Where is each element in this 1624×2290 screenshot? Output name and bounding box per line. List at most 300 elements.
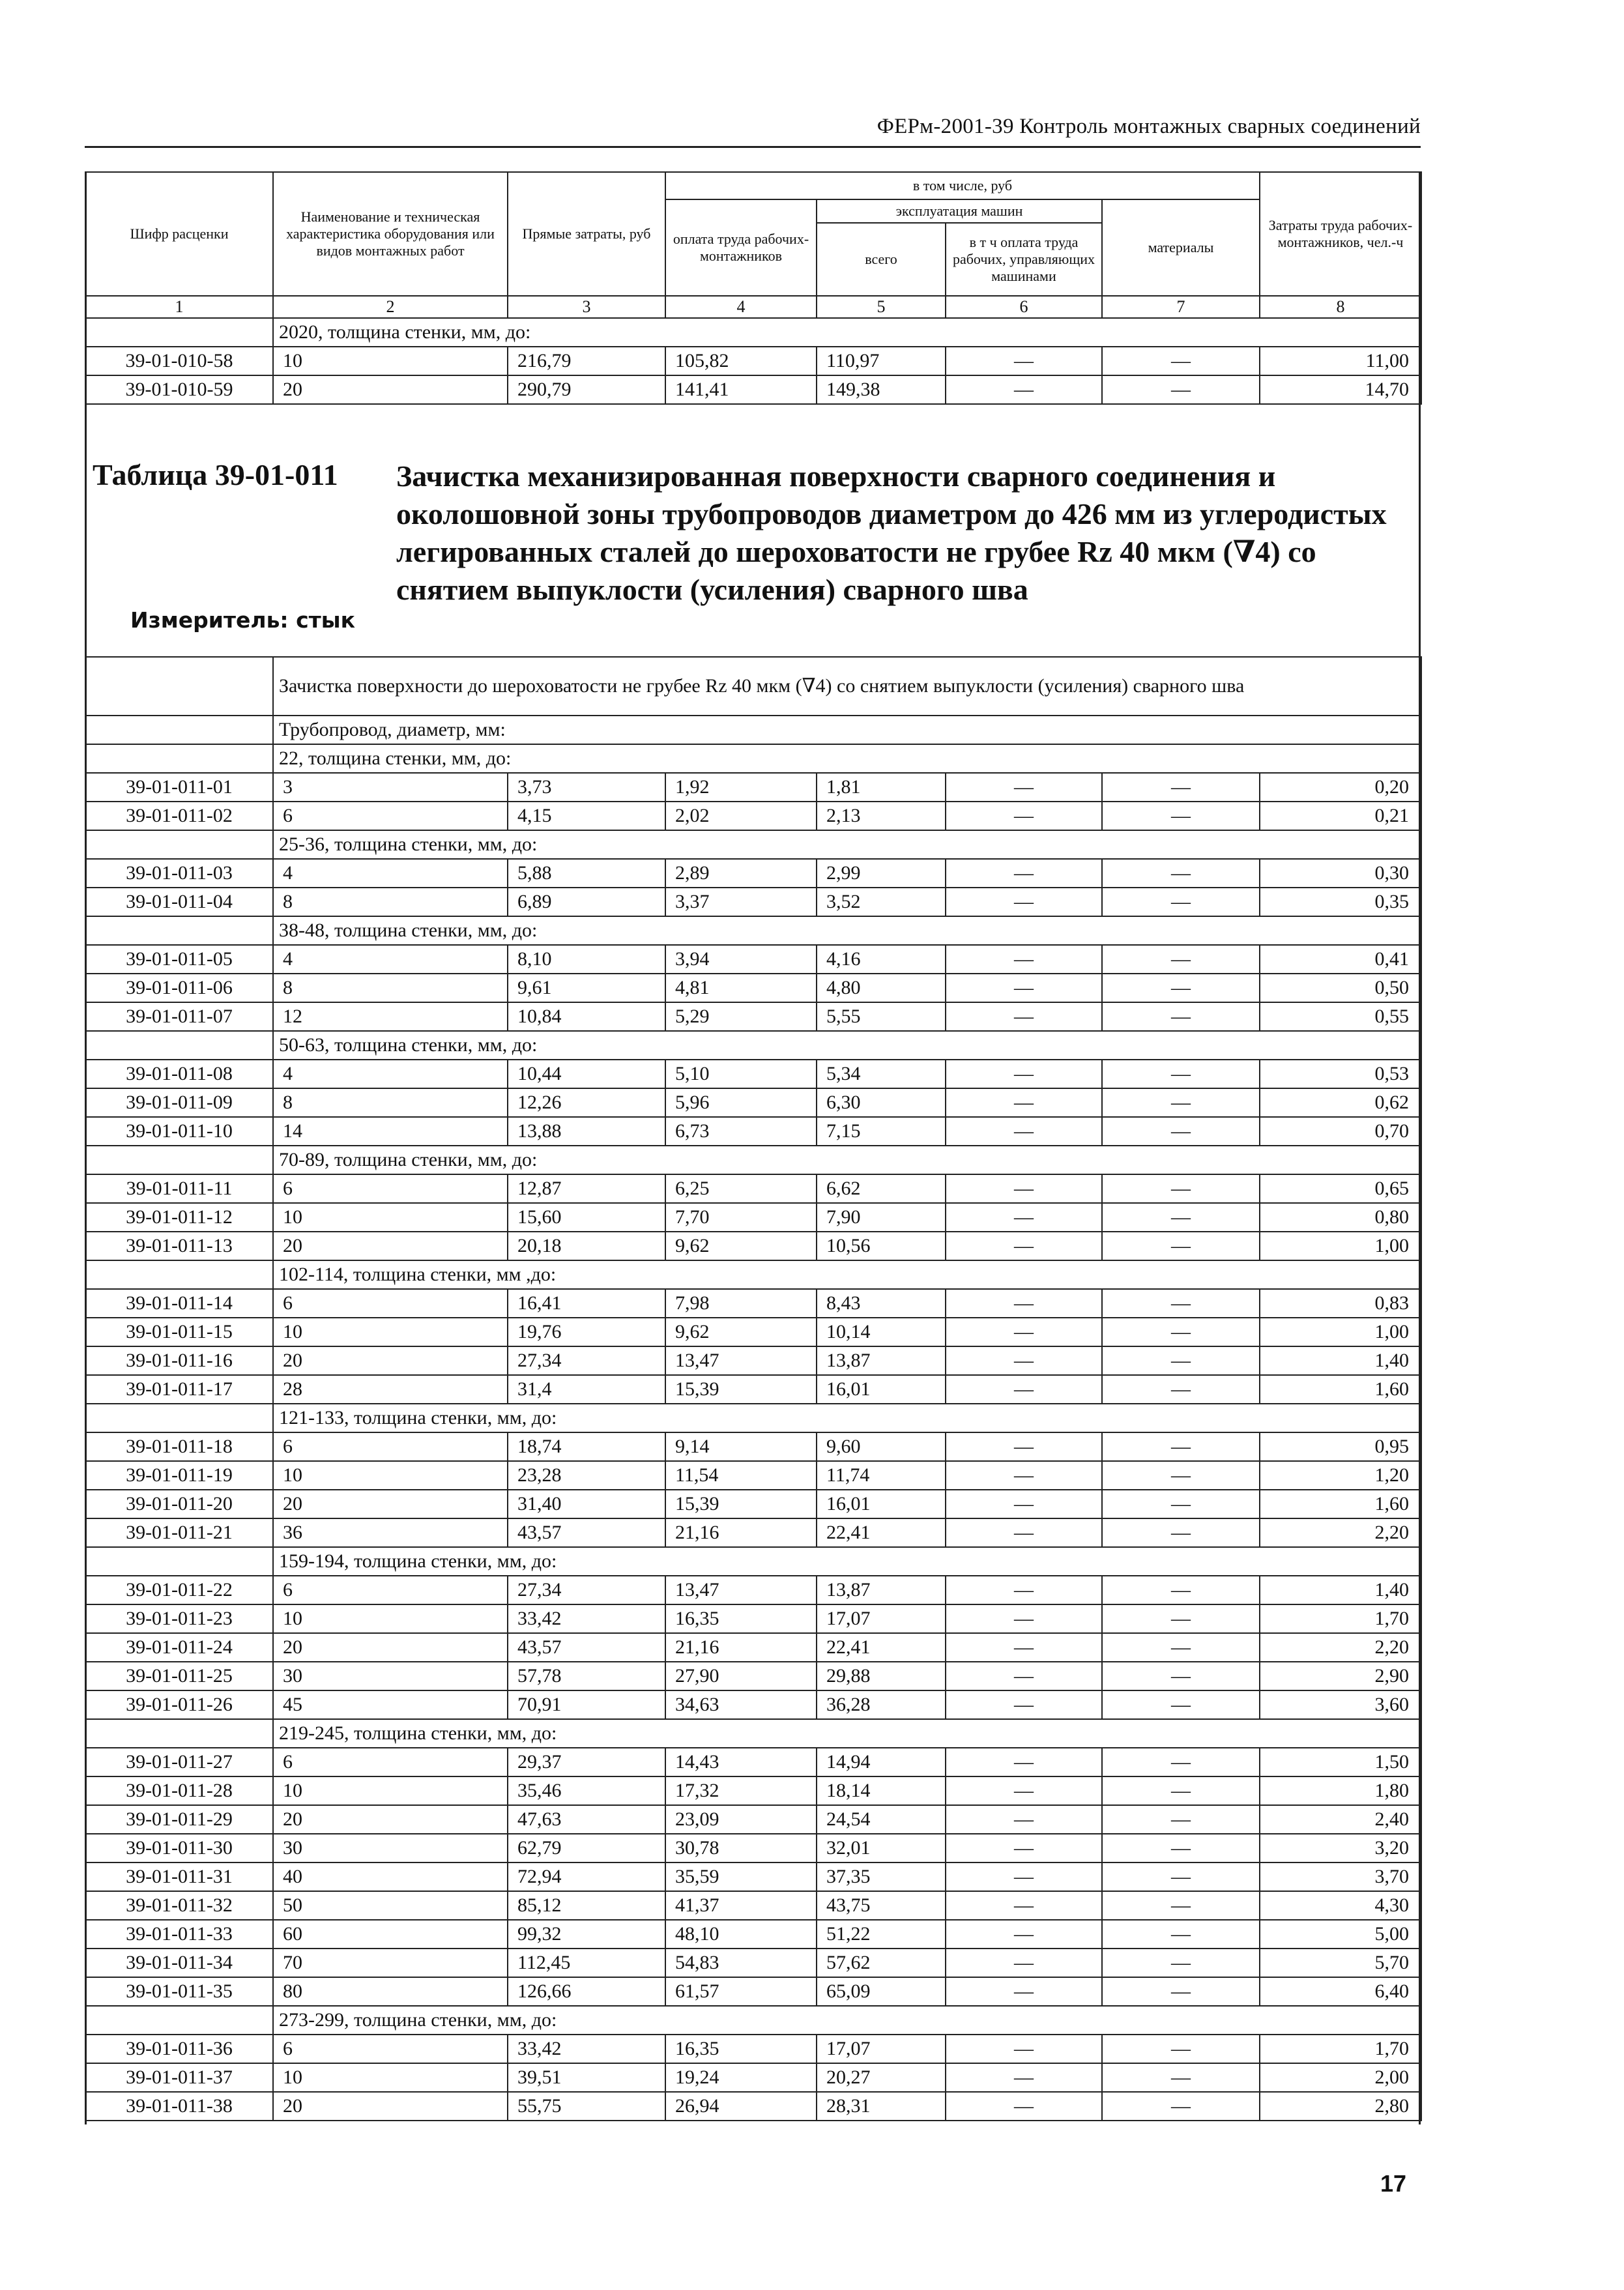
machines-total: 32,01 [817, 1834, 946, 1862]
machines-total: 5,55 [817, 1002, 946, 1031]
rate-code: 39-01-011-20 [85, 1490, 273, 1518]
machine-operators-wages: — [946, 2092, 1102, 2121]
materials: — [1102, 1461, 1260, 1490]
wall-thickness: 4 [273, 1060, 508, 1088]
machines-total: 149,38 [817, 375, 946, 404]
rate-code: 39-01-011-22 [85, 1576, 273, 1604]
materials: — [1102, 1490, 1260, 1518]
wages: 5,10 [665, 1060, 817, 1088]
machines-total: 18,14 [817, 1776, 946, 1805]
table-row [85, 1318, 1421, 1346]
machines-total: 29,88 [817, 1662, 946, 1690]
wages: 105,82 [665, 347, 817, 375]
wages: 54,83 [665, 1949, 817, 1977]
labor-costs: 1,60 [1260, 1490, 1421, 1518]
table-row [85, 1891, 1421, 1920]
group-row [85, 1031, 1421, 1060]
labor-costs: 1,00 [1260, 1232, 1421, 1260]
direct-costs: 99,32 [508, 1920, 665, 1949]
machines-total: 17,07 [817, 1604, 946, 1633]
wages: 7,70 [665, 1203, 817, 1232]
rate-code: 39-01-011-31 [85, 1862, 273, 1891]
machine-operators-wages: — [946, 1002, 1102, 1031]
machine-operators-wages: — [946, 1690, 1102, 1719]
measure-unit: Измеритель: стык [130, 607, 356, 633]
wall-thickness: 20 [273, 2092, 508, 2121]
wages: 5,96 [665, 1088, 817, 1117]
direct-costs: 47,63 [508, 1805, 665, 1834]
labor-costs: 1,80 [1260, 1776, 1421, 1805]
rate-code: 39-01-011-26 [85, 1690, 273, 1719]
wages: 11,54 [665, 1461, 817, 1490]
machine-operators-wages: — [946, 1432, 1102, 1461]
wall-thickness: 20 [273, 1490, 508, 1518]
machine-operators-wages: — [946, 1834, 1102, 1862]
table-row [85, 1117, 1421, 1146]
direct-costs: 62,79 [508, 1834, 665, 1862]
labor-costs: 0,83 [1260, 1289, 1421, 1318]
labor-costs: 1,70 [1260, 2035, 1421, 2063]
direct-costs: 5,88 [508, 859, 665, 888]
machines-total: 37,35 [817, 1862, 946, 1891]
wall-thickness: 6 [273, 1748, 508, 1776]
wall-thickness: 10 [273, 347, 508, 375]
wages: 27,90 [665, 1662, 817, 1690]
materials: — [1102, 1690, 1260, 1719]
machine-operators-wages: — [946, 1920, 1102, 1949]
wages: 61,57 [665, 1977, 817, 2006]
table-row [85, 1518, 1421, 1547]
rate-code: 39-01-011-05 [85, 945, 273, 974]
wall-thickness: 36 [273, 1518, 508, 1547]
group-row [85, 744, 1421, 773]
materials: — [1102, 859, 1260, 888]
wall-thickness: 8 [273, 888, 508, 916]
machines-total: 22,41 [817, 1518, 946, 1547]
rate-code: 39-01-011-33 [85, 1920, 273, 1949]
wall-thickness: 6 [273, 2035, 508, 2063]
labor-costs: 0,95 [1260, 1432, 1421, 1461]
machine-operators-wages: — [946, 1977, 1102, 2006]
table-row [85, 802, 1421, 830]
direct-costs: 9,61 [508, 974, 665, 1002]
materials: — [1102, 1805, 1260, 1834]
wall-thickness: 10 [273, 1203, 508, 1232]
table-row [85, 1633, 1421, 1662]
group-label: 273-299, толщина стенки, мм, до: [273, 2006, 1421, 2035]
wall-thickness: 30 [273, 1834, 508, 1862]
machines-total: 51,22 [817, 1920, 946, 1949]
machine-operators-wages: — [946, 1232, 1102, 1260]
machines-total: 5,34 [817, 1060, 946, 1088]
rate-code: 39-01-011-07 [85, 1002, 273, 1031]
labor-costs: 2,20 [1260, 1633, 1421, 1662]
rate-code: 39-01-010-58 [85, 347, 273, 375]
wages: 3,94 [665, 945, 817, 974]
wages: 30,78 [665, 1834, 817, 1862]
direct-costs: 8,10 [508, 945, 665, 974]
machine-operators-wages: — [946, 859, 1102, 888]
column-number: 4 [665, 296, 817, 318]
direct-costs: 13,88 [508, 1117, 665, 1146]
table-row [85, 1375, 1421, 1404]
rate-code: 39-01-011-21 [85, 1518, 273, 1547]
table-row [85, 2035, 1421, 2063]
direct-costs: 85,12 [508, 1891, 665, 1920]
machine-operators-wages: — [946, 1805, 1102, 1834]
wages: 48,10 [665, 1920, 817, 1949]
header-materials: материалы [1102, 199, 1260, 296]
wall-thickness: 45 [273, 1690, 508, 1719]
rate-code: 39-01-011-36 [85, 2035, 273, 2063]
wall-thickness: 50 [273, 1891, 508, 1920]
table-number: Таблица 39-01-011 [93, 458, 338, 491]
machines-total: 10,56 [817, 1232, 946, 1260]
wages: 16,35 [665, 1604, 817, 1633]
rate-code: 39-01-011-09 [85, 1088, 273, 1117]
table-row [85, 1805, 1421, 1834]
machine-operators-wages: — [946, 1461, 1102, 1490]
machines-total: 10,14 [817, 1318, 946, 1346]
materials: — [1102, 1318, 1260, 1346]
group-row [85, 1146, 1421, 1174]
rate-code: 39-01-011-04 [85, 888, 273, 916]
wall-thickness: 10 [273, 1776, 508, 1805]
machines-total: 110,97 [817, 347, 946, 375]
column-number: 7 [1102, 296, 1260, 318]
materials: — [1102, 1203, 1260, 1232]
materials: — [1102, 773, 1260, 802]
materials: — [1102, 2035, 1260, 2063]
materials: — [1102, 1834, 1260, 1862]
labor-costs: 4,30 [1260, 1891, 1421, 1920]
group-empty-cell [85, 1547, 273, 1576]
direct-costs: 27,34 [508, 1346, 665, 1375]
group-row [85, 1547, 1421, 1576]
rate-code: 39-01-011-03 [85, 859, 273, 888]
labor-costs: 3,60 [1260, 1690, 1421, 1719]
table-row [85, 1203, 1421, 1232]
materials: — [1102, 1776, 1260, 1805]
machine-operators-wages: — [946, 1346, 1102, 1375]
materials: — [1102, 1375, 1260, 1404]
machine-operators-wages: — [946, 1518, 1102, 1547]
group-label: 50-63, толщина стенки, мм, до: [273, 1031, 1421, 1060]
machines-total: 2,13 [817, 802, 946, 830]
wages: 13,47 [665, 1346, 817, 1375]
group-row [85, 2006, 1421, 2035]
materials: — [1102, 1576, 1260, 1604]
wages: 6,73 [665, 1117, 817, 1146]
table-row [85, 1949, 1421, 1977]
machines-total: 57,62 [817, 1949, 946, 1977]
labor-costs: 0,30 [1260, 859, 1421, 888]
group-empty-cell [85, 1719, 273, 1748]
materials: — [1102, 888, 1260, 916]
table-title: Зачистка механизированная поверхности сварного соединения и околошовной зоны трубопроводов диаметром до 426 мм из углеродистых легированных сталей до шероховатости не грубее Rz 40 мкм (∇4) со снятием выпуклости (усиления) сварного шва [396, 459, 1387, 606]
machine-operators-wages: — [946, 1949, 1102, 1977]
rate-code: 39-01-011-29 [85, 1805, 273, 1834]
wall-thickness: 60 [273, 1920, 508, 1949]
labor-costs: 2,90 [1260, 1662, 1421, 1690]
table-row [85, 1977, 1421, 2006]
machines-total: 13,87 [817, 1346, 946, 1375]
machines-total: 16,01 [817, 1490, 946, 1518]
labor-costs: 0,65 [1260, 1174, 1421, 1203]
rate-code: 39-01-011-37 [85, 2063, 273, 2092]
machines-total: 8,43 [817, 1289, 946, 1318]
machines-total: 43,75 [817, 1891, 946, 1920]
labor-costs: 1,70 [1260, 1604, 1421, 1633]
direct-costs: 216,79 [508, 347, 665, 375]
rate-code: 39-01-011-32 [85, 1891, 273, 1920]
machine-operators-wages: — [946, 1375, 1102, 1404]
machine-operators-wages: — [946, 1862, 1102, 1891]
wall-thickness: 8 [273, 1088, 508, 1117]
rate-code: 39-01-011-02 [85, 802, 273, 830]
table-row [85, 1862, 1421, 1891]
group-row [85, 1719, 1421, 1748]
wages: 21,16 [665, 1518, 817, 1547]
machines-total: 14,94 [817, 1748, 946, 1776]
wall-thickness: 6 [273, 1576, 508, 1604]
labor-costs: 3,70 [1260, 1862, 1421, 1891]
machines-total: 24,54 [817, 1805, 946, 1834]
direct-costs: 16,41 [508, 1289, 665, 1318]
wages: 14,43 [665, 1748, 817, 1776]
machines-total: 4,16 [817, 945, 946, 974]
group-label: 102-114, толщина стенки, мм ,до: [273, 1260, 1421, 1289]
materials: — [1102, 802, 1260, 830]
machines-total: 11,74 [817, 1461, 946, 1490]
labor-costs: 14,70 [1260, 375, 1421, 404]
group-empty-cell [85, 830, 273, 859]
wages: 5,29 [665, 1002, 817, 1031]
labor-costs: 1,40 [1260, 1576, 1421, 1604]
labor-costs: 2,00 [1260, 2063, 1421, 2092]
page-number: 17 [1380, 2170, 1407, 2197]
labor-costs: 2,40 [1260, 1805, 1421, 1834]
wages: 19,24 [665, 2063, 817, 2092]
machine-operators-wages: — [946, 2063, 1102, 2092]
machine-operators-wages: — [946, 1203, 1102, 1232]
direct-costs: 33,42 [508, 2035, 665, 2063]
machine-operators-wages: — [946, 1060, 1102, 1088]
rate-code: 39-01-011-01 [85, 773, 273, 802]
table-row [85, 974, 1421, 1002]
table-row [85, 1604, 1421, 1633]
rate-code: 39-01-011-15 [85, 1318, 273, 1346]
rate-code: 39-01-011-12 [85, 1203, 273, 1232]
machine-operators-wages: — [946, 375, 1102, 404]
wall-thickness: 40 [273, 1862, 508, 1891]
direct-costs: 35,46 [508, 1776, 665, 1805]
machine-operators-wages: — [946, 1776, 1102, 1805]
table-row [85, 945, 1421, 974]
direct-costs: 31,4 [508, 1375, 665, 1404]
direct-costs: 70,91 [508, 1690, 665, 1719]
materials: — [1102, 375, 1260, 404]
rate-code: 39-01-011-27 [85, 1748, 273, 1776]
labor-costs: 3,20 [1260, 1834, 1421, 1862]
wall-thickness: 14 [273, 1117, 508, 1146]
machine-operators-wages: — [946, 1576, 1102, 1604]
rate-code: 39-01-011-13 [85, 1232, 273, 1260]
column-number: 5 [817, 296, 946, 318]
machines-total: 2,99 [817, 859, 946, 888]
table-row [85, 1690, 1421, 1719]
rate-code: 39-01-011-14 [85, 1289, 273, 1318]
materials: — [1102, 1346, 1260, 1375]
labor-costs: 0,20 [1260, 773, 1421, 802]
wages: 4,81 [665, 974, 817, 1002]
machine-operators-wages: — [946, 802, 1102, 830]
group-label: 70-89, толщина стенки, мм, до: [273, 1146, 1421, 1174]
wall-thickness: 4 [273, 945, 508, 974]
wall-thickness: 8 [273, 974, 508, 1002]
wages: 15,39 [665, 1375, 817, 1404]
wall-thickness: 70 [273, 1949, 508, 1977]
header-direct-costs: Прямые затраты, руб [508, 172, 665, 296]
labor-costs: 1,50 [1260, 1748, 1421, 1776]
machine-operators-wages: — [946, 1289, 1102, 1318]
direct-costs: 112,45 [508, 1949, 665, 1977]
running-head: ФЕРм-2001-39 Контроль монтажных сварных соединений [877, 115, 1421, 138]
machine-operators-wages: — [946, 347, 1102, 375]
group-empty-cell [85, 1404, 273, 1432]
column-number: 6 [946, 296, 1102, 318]
wages: 1,92 [665, 773, 817, 802]
labor-costs: 0,55 [1260, 1002, 1421, 1031]
machine-operators-wages: — [946, 1174, 1102, 1203]
table-row [85, 1432, 1421, 1461]
materials: — [1102, 1862, 1260, 1891]
wall-thickness: 4 [273, 859, 508, 888]
machines-total: 3,52 [817, 888, 946, 916]
direct-costs: 3,73 [508, 773, 665, 802]
materials: — [1102, 1060, 1260, 1088]
direct-costs: 31,40 [508, 1490, 665, 1518]
table-row [85, 1576, 1421, 1604]
rate-code: 39-01-011-08 [85, 1060, 273, 1088]
table-row [85, 1490, 1421, 1518]
machine-operators-wages: — [946, 1117, 1102, 1146]
direct-costs: 23,28 [508, 1461, 665, 1490]
rate-code: 39-01-011-25 [85, 1662, 273, 1690]
wall-thickness: 10 [273, 1318, 508, 1346]
wall-thickness: 10 [273, 1461, 508, 1490]
labor-costs: 6,40 [1260, 1977, 1421, 2006]
column-number: 1 [85, 296, 273, 318]
group-row [85, 1404, 1421, 1432]
materials: — [1102, 1949, 1260, 1977]
table-row [85, 1002, 1421, 1031]
wall-thickness: 28 [273, 1375, 508, 1404]
wages: 23,09 [665, 1805, 817, 1834]
labor-costs: 0,62 [1260, 1088, 1421, 1117]
materials: — [1102, 347, 1260, 375]
labor-costs: 0,53 [1260, 1060, 1421, 1088]
header-rule [85, 146, 1421, 148]
wages: 26,94 [665, 2092, 817, 2121]
labor-costs: 0,35 [1260, 888, 1421, 916]
group-label: 38-48, толщина стенки, мм, до: [273, 916, 1421, 945]
machines-total: 36,28 [817, 1690, 946, 1719]
machine-operators-wages: — [946, 773, 1102, 802]
machine-operators-wages: — [946, 1633, 1102, 1662]
materials: — [1102, 1088, 1260, 1117]
header-machine-operators: в т ч оплата труда рабочих, управляющих машинами [946, 223, 1102, 296]
direct-costs: 12,87 [508, 1174, 665, 1203]
machine-operators-wages: — [946, 1490, 1102, 1518]
labor-costs: 2,80 [1260, 2092, 1421, 2121]
table-row [85, 1232, 1421, 1260]
wages: 6,25 [665, 1174, 817, 1203]
header-wages: оплата труда рабочих-монтажников [665, 199, 817, 296]
machines-total: 7,90 [817, 1203, 946, 1232]
machines-total: 1,81 [817, 773, 946, 802]
wages: 7,98 [665, 1289, 817, 1318]
rate-code: 39-01-011-06 [85, 974, 273, 1002]
materials: — [1102, 945, 1260, 974]
group-row [85, 916, 1421, 945]
table-row [85, 1776, 1421, 1805]
wages: 13,47 [665, 1576, 817, 1604]
direct-costs: 12,26 [508, 1088, 665, 1117]
materials: — [1102, 1432, 1260, 1461]
machines-total: 65,09 [817, 1977, 946, 2006]
direct-costs: 10,84 [508, 1002, 665, 1031]
machine-operators-wages: — [946, 945, 1102, 974]
rate-code: 39-01-011-18 [85, 1432, 273, 1461]
materials: — [1102, 1232, 1260, 1260]
wages: 16,35 [665, 2035, 817, 2063]
wall-thickness: 80 [273, 1977, 508, 2006]
header-including-group: в том числе, руб [665, 172, 1260, 199]
wages: 17,32 [665, 1776, 817, 1805]
direct-costs: 43,57 [508, 1633, 665, 1662]
materials: — [1102, 2092, 1260, 2121]
wages: 15,39 [665, 1490, 817, 1518]
work-description: Зачистка поверхности до шероховатости не грубее Rz 40 мкм (∇4) со снятием выпуклости (усиления) сварного шва [273, 657, 1421, 716]
wages: 21,16 [665, 1633, 817, 1662]
table-row [85, 1060, 1421, 1088]
direct-costs: 6,89 [508, 888, 665, 916]
table-row [85, 1289, 1421, 1318]
labor-costs: 0,21 [1260, 802, 1421, 830]
group-row [85, 1260, 1421, 1289]
wall-thickness: 6 [273, 802, 508, 830]
wall-thickness: 6 [273, 1174, 508, 1203]
direct-costs: 72,94 [508, 1862, 665, 1891]
rate-code: 39-01-011-23 [85, 1604, 273, 1633]
group-empty-cell [85, 2006, 273, 2035]
rate-code: 39-01-011-28 [85, 1776, 273, 1805]
labor-costs: 11,00 [1260, 347, 1421, 375]
table-row [85, 859, 1421, 888]
table-row [85, 1748, 1421, 1776]
table-row [85, 1834, 1421, 1862]
machine-operators-wages: — [946, 1748, 1102, 1776]
group-empty-cell [85, 1146, 273, 1174]
table-row [85, 773, 1421, 802]
direct-costs: 27,34 [508, 1576, 665, 1604]
column-numbers-row [85, 296, 1421, 318]
rate-code: 39-01-011-10 [85, 1117, 273, 1146]
table-row [85, 1920, 1421, 1949]
column-number: 3 [508, 296, 665, 318]
wall-thickness: 20 [273, 1346, 508, 1375]
